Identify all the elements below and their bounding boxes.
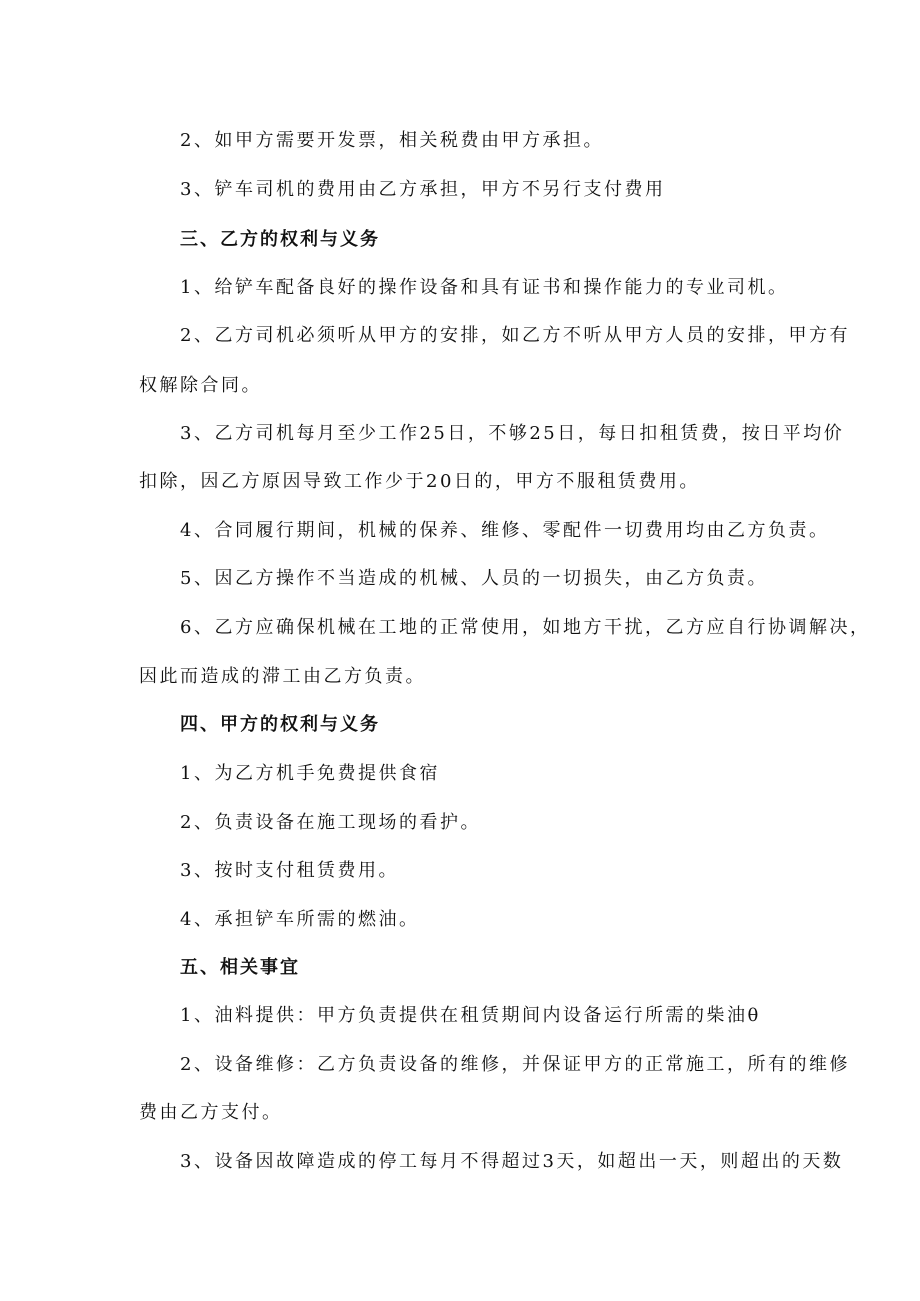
clause-b-1: 1、给铲车配备良好的操作设备和具有证书和操作能力的专业司机。 bbox=[180, 277, 789, 298]
clause-b-6: 6、乙方应确保机械在工地的正常使用，如地方干扰，乙方应自行协调解决， bbox=[180, 617, 871, 638]
clause-b-3-continued: 扣除，因乙方原因导致工作少于20日的，甲方不服租赁费用。 bbox=[139, 471, 700, 492]
clause-a-3: 3、按时支付租赁费用。 bbox=[180, 860, 399, 881]
clause-c-2-continued: 费由乙方支付。 bbox=[139, 1102, 283, 1123]
clause-2-invoice-tax: 2、如甲方需要开发票，相关税费由甲方承担。 bbox=[180, 130, 604, 151]
clause-c-1: 1、油料提供：甲方负责提供在租赁期间内设备运行所需的柴油θ bbox=[180, 1005, 761, 1026]
clause-a-4: 4、承担铲车所需的燃油。 bbox=[180, 909, 420, 930]
clause-a-1: 1、为乙方机手免费提供食宿 bbox=[180, 763, 440, 784]
clause-b-2-continued: 权解除合同。 bbox=[139, 375, 262, 396]
clause-b-4: 4、合同履行期间，机械的保养、维修、零配件一切费用均由乙方负责。 bbox=[180, 520, 830, 541]
section-heading-party-b: 三、乙方的权利与义务 bbox=[180, 229, 380, 250]
clause-b-2: 2、乙方司机必须听从甲方的安排，如乙方不听从甲方人员的安排，甲方有 bbox=[180, 325, 850, 346]
clause-a-2: 2、负责设备在施工现场的看护。 bbox=[180, 812, 481, 833]
clause-3-driver-fee: 3、铲车司机的费用由乙方承担，甲方不另行支付费用 bbox=[180, 179, 666, 200]
clause-c-3: 3、设备因故障造成的停工每月不得超过3天，如超出一天，则超出的天数 bbox=[180, 1151, 844, 1172]
clause-b-3: 3、乙方司机每月至少工作25日，不够25日，每日扣租赁费，按日平均价 bbox=[180, 423, 845, 444]
clause-c-2: 2、设备维修：乙方负责设备的维修，并保证甲方的正常施工，所有的维修 bbox=[180, 1054, 850, 1075]
section-heading-party-a: 四、甲方的权利与义务 bbox=[180, 714, 380, 735]
clause-b-6-continued: 因此而造成的滞工由乙方负责。 bbox=[139, 666, 426, 687]
section-heading-related-matters: 五、相关事宜 bbox=[180, 957, 300, 978]
clause-b-5: 5、因乙方操作不当造成的机械、人员的一切损失，由乙方负责。 bbox=[180, 568, 768, 589]
